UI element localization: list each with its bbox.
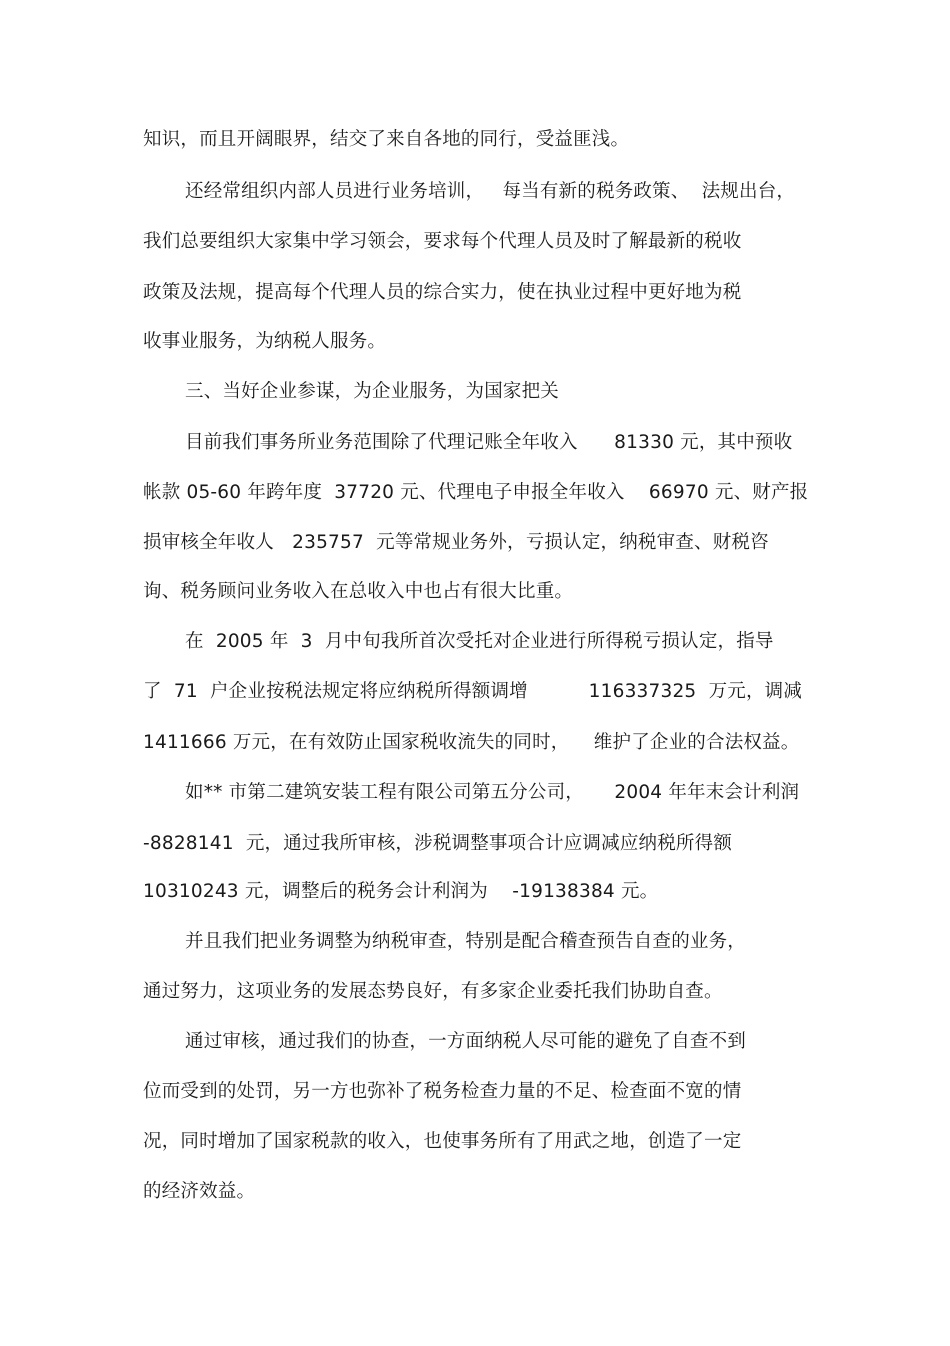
text-line: 位而受到的处罚，另一方也弥补了税务检查力量的不足、检查面不宽的情 [143, 1081, 742, 1102]
text-line: 况，同时增加了国家税款的收入，也使事务所有了用武之地，创造了一定 [143, 1131, 742, 1152]
text-line: 帐款 05-60 年跨年度 37720 元、代理电子申报全年收入 66970 元、财产报 [143, 482, 809, 503]
paragraph-start: 如** 市第二建筑安装工程有限公司第五分公司， 2004 年年末会计利润 [185, 782, 800, 803]
text-line: 我们总要组织大家集中学习领会，要求每个代理人员及时了解最新的税收 [143, 231, 742, 252]
text-line: 损审核全年收人 235757 元等常规业务外，亏损认定，纳税审查、财税咨 [143, 532, 769, 553]
section-heading: 三、当好企业参谋，为企业服务，为国家把关 [185, 381, 560, 402]
paragraph-start: 并且我们把业务调整为纳税审查，特别是配合稽查预告自查的业务， [185, 931, 747, 952]
text-line: 知识，而且开阔眼界，结交了来自各地的同行，受益匪浅。 [143, 129, 630, 150]
paragraph-start: 目前我们事务所业务范围除了代理记账全年收入 81330 元，其中预收 [185, 432, 793, 453]
text-line: -8828141 元，通过我所审核，涉税调整事项合计应调减应纳税所得额 [143, 833, 733, 854]
paragraph-start: 通过审核，通过我们的协查，一方面纳税人尽可能的避免了自查不到 [185, 1031, 747, 1052]
text-line: 的经济效益。 [143, 1181, 256, 1202]
paragraph-start: 还经常组织内部人员进行业务培训， 每当有新的税务政策、 法规出台， [185, 181, 796, 202]
text-line: 收事业服务，为纳税人服务。 [143, 331, 387, 352]
text-line: 政策及法规，提高每个代理人员的综合实力，使在执业过程中更好地为税 [143, 282, 742, 303]
text-line: 询、税务顾问业务收入在总收入中也占有很大比重。 [143, 581, 574, 602]
text-line: 1411666 万元，在有效防止国家税收流失的同时， 维护了企业的合法权益。 [143, 732, 800, 753]
text-line: 10310243 元，调整后的税务会计利润为 -19138384 元。 [143, 881, 659, 902]
text-line: 通过努力，这项业务的发展态势良好，有多家企业委托我们协助自查。 [143, 981, 723, 1002]
paragraph-start: 在 2005 年 3 月中旬我所首次受托对企业进行所得税亏损认定，指导 [185, 631, 774, 652]
text-line: 了 71 户企业按税法规定将应纳税所得额调增 116337325 万元，调减 [143, 681, 803, 702]
